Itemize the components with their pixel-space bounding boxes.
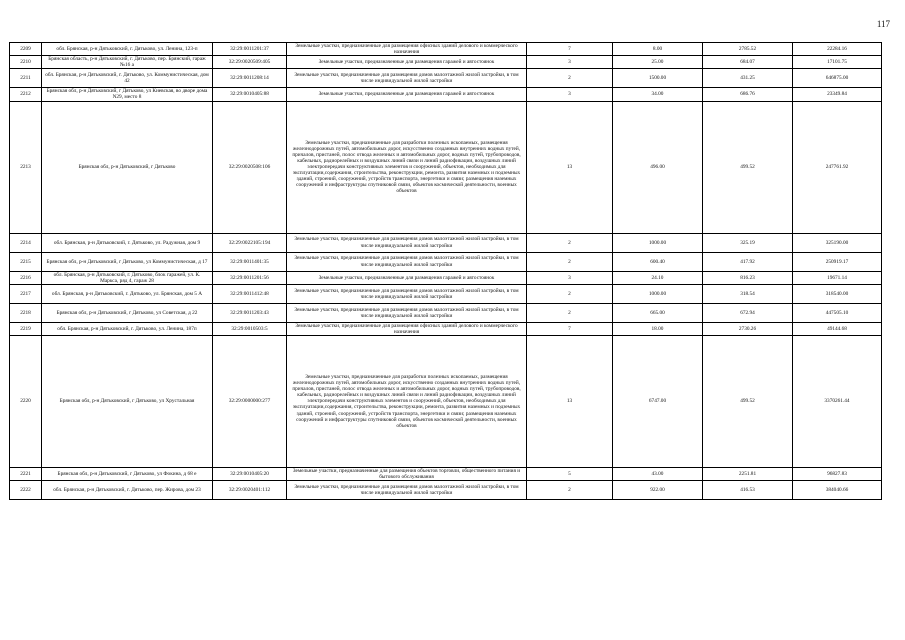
table-row: [10, 88, 882, 101]
row-number: 2219: [10, 322, 42, 335]
table-row: [10, 252, 882, 271]
land-use-cell: Земельные участки, предназначенные для размещения гаражей и автостоянок: [287, 271, 527, 284]
table-row: [10, 335, 882, 467]
land-use-cell: Земельные участки, предназначенные для размещения гаражей и автостоянок: [287, 88, 527, 101]
use-group-code-cell: 13: [527, 101, 613, 233]
cadastral-value-cell: 22284.16: [793, 43, 882, 56]
table-row: [10, 467, 882, 480]
area-cell: 24.10: [613, 271, 703, 284]
use-group-code-cell: 7: [527, 43, 613, 56]
specific-value-cell: 318.54: [703, 284, 793, 303]
row-number: 2209: [10, 43, 42, 56]
cadastral-value-cell: 384040.66: [793, 481, 882, 500]
specific-value-cell: 325.19: [703, 233, 793, 252]
cadastral-value-cell: 325190.00: [793, 233, 882, 252]
area-cell: 34.00: [613, 88, 703, 101]
area-cell: 25.00: [613, 56, 703, 69]
address-cell: Брянская обл, р-н Дятьковский, г Дятьково: [42, 101, 213, 233]
address-cell: Брянская обл, р-н Дятьковский, г Дятьково, ул Советская, д 22: [42, 303, 213, 322]
cadastral-number-cell: 32:29:0011201:56: [213, 271, 287, 284]
row-number: 2212: [10, 88, 42, 101]
cadastral-number-cell: 32:29:0020401:112: [213, 481, 287, 500]
cadastral-number-cell: 32:29:0010503:5: [213, 322, 287, 335]
land-use-cell: Земельные участки, предназначенные для размещения домов малоэтажной жилой застройки, в том числе индивидуальной жилой застройки: [287, 481, 527, 500]
table-row: [10, 101, 882, 233]
land-use-cell: Земельные участки, предназначенные для разработки полезных ископаемых, размещения железнодорожных путей, автомобильных дорог, искусственно созданных внутренних водных путей, причалов, пристаней, полос отвода железных и автомобильных дорог, водных путей, трубопроводов, кабельных, радиорелейных и воздушных линий связи и линий радиофикации, воздушных линий электропередачи конструктивных элементов и сооружений, объектов, необходимых для эксплуатации,содержания, строительства, реконструкции, ремонта, развития наземных и подземных зданий, строений, сооружений, устройств транспорта, энергетики и связи; размещения наземных сооружений и инфраструктуры спутниковой связи, объектов космической деятельности, военных объектов: [287, 335, 527, 467]
address-cell: Брянская обл, р-н Дятьковский, г Дятьково, ул Фокина, д 68 е: [42, 467, 213, 480]
cadastral-number-cell: 32:29:0011412:48: [213, 284, 287, 303]
cadastral-value-cell: 646875.00: [793, 69, 882, 88]
address-cell: Брянская обл, р-н Дятьковский, г Дятьково, ул Коммунистическая, д 17: [42, 252, 213, 271]
table-row: [10, 271, 882, 284]
table-row: [10, 303, 882, 322]
row-number: 2220: [10, 335, 42, 467]
land-use-cell: Земельные участки, предназначенные для размещения домов малоэтажной жилой застройки, в том числе индивидуальной жилой застройки: [287, 252, 527, 271]
address-cell: Брянская область, р-н Дятьковский, г. Дятьково, пер. Брянский, гараж №16 а: [42, 56, 213, 69]
area-cell: 43.00: [613, 467, 703, 480]
row-number: 2210: [10, 56, 42, 69]
row-number: 2221: [10, 467, 42, 480]
land-use-cell: Земельные участки, предназначенные для размещения объектов торговли, общественного питания и бытового обслуживания: [287, 467, 527, 480]
row-number: 2216: [10, 271, 42, 284]
page-number: 117: [876, 19, 890, 29]
land-use-cell: Земельные участки, предназначенные для размещения офисных зданий делового и коммерческого назначения: [287, 322, 527, 335]
specific-value-cell: 672.94: [703, 303, 793, 322]
area-cell: 6747.00: [613, 335, 703, 467]
use-group-code-cell: 2: [527, 233, 613, 252]
use-group-code-cell: 13: [527, 335, 613, 467]
land-use-cell: Земельные участки, предназначенные для размещения домов малоэтажной жилой застройки, в том числе индивидуальной жилой застройки: [287, 284, 527, 303]
land-use-cell: Земельные участки, предназначенные для размещения домов малоэтажной жилой застройки, в том числе индивидуальной жилой застройки: [287, 69, 527, 88]
row-number: 2215: [10, 252, 42, 271]
area-cell: 496.00: [613, 101, 703, 233]
cadastral-number-cell: 32:29:0011401:35: [213, 252, 287, 271]
land-use-cell: Земельные участки, предназначенные для разработки полезных ископаемых, размещения железнодорожных путей, автомобильных дорог, искусственно созданных внутренних водных путей, причалов, пристаней, полос отвода железных и автомобильных дорог, водных путей, трубопроводов, кабельных, радиорелейных и воздушных линий связи и линий радиофикации, воздушных линий электропередачи конструктивных элементов и сооружений, объектов, необходимых для эксплуатации,содержания, строительства, реконструкции, ремонта, развития наземных и подземных зданий, строений, сооружений, устройств транспорта, энергетики и связи; размещения наземных сооружений и инфраструктуры спутниковой связи, объектов космической деятельности, военных объектов: [287, 101, 527, 233]
cadastral-number-cell: 32:29:0010405:20: [213, 467, 287, 480]
specific-value-cell: 431.25: [703, 69, 793, 88]
table-row: [10, 56, 882, 69]
cadastral-value-cell: 3370261.44: [793, 335, 882, 467]
cadastral-number-cell: 32:29:0010405:88: [213, 88, 287, 101]
cadastral-number-cell: 32:29:0000000:277: [213, 335, 287, 467]
address-cell: обл. Брянская, р-н Дятьковский, г. Дятьково, ул. Ленина, 123-п: [42, 43, 213, 56]
specific-value-cell: 2251.81: [703, 467, 793, 480]
area-cell: 1000.00: [613, 284, 703, 303]
area-cell: 8.00: [613, 43, 703, 56]
land-use-cell: Земельные участки, предназначенные для размещения домов малоэтажной жилой застройки, в том числе индивидуальной жилой застройки: [287, 303, 527, 322]
use-group-code-cell: 5: [527, 467, 613, 480]
use-group-code-cell: 2: [527, 481, 613, 500]
specific-value-cell: 417.92: [703, 252, 793, 271]
row-number: 2218: [10, 303, 42, 322]
cadastral-value-cell: 318540.00: [793, 284, 882, 303]
row-number: 2222: [10, 481, 42, 500]
use-group-code-cell: 3: [527, 56, 613, 69]
cadastral-value-cell: 247761.92: [793, 101, 882, 233]
table-row: [10, 233, 882, 252]
specific-value-cell: 2785.52: [703, 43, 793, 56]
row-number: 2213: [10, 101, 42, 233]
specific-value-cell: 686.76: [703, 88, 793, 101]
cadastral-number-cell: 32:29:0022105:194: [213, 233, 287, 252]
cadastral-number-cell: 32:29:0011201:37: [213, 43, 287, 56]
cadastral-value-cell: 447505.10: [793, 303, 882, 322]
use-group-code-cell: 2: [527, 303, 613, 322]
cadastral-value-cell: 250919.17: [793, 252, 882, 271]
address-cell: обл. Брянская, р-н Дятьковский, г. Дятьково, ул. Коммунистическая, дом 42: [42, 69, 213, 88]
use-group-code-cell: 2: [527, 69, 613, 88]
row-number: 2214: [10, 233, 42, 252]
table-row: [10, 322, 882, 335]
cadastral-value-cell: 96827.83: [793, 467, 882, 480]
use-group-code-cell: 3: [527, 271, 613, 284]
row-number: 2211: [10, 69, 42, 88]
cadastral-number-cell: 32:29:0020509:405: [213, 56, 287, 69]
cadastral-value-cell: 23349.84: [793, 88, 882, 101]
cadastral-value-cell: 17101.75: [793, 56, 882, 69]
specific-value-cell: 499.52: [703, 101, 793, 233]
address-cell: обл. Брянская, р-н Дятьковский, г. Дятьково, блок гаражей, ул. К. Маркса, ряд 4, гараж 28: [42, 271, 213, 284]
area-cell: 600.40: [613, 252, 703, 271]
address-cell: обл. Брянская, р-н Дятьковский, г. Дятьково, ул. Брянская, дом 5 А: [42, 284, 213, 303]
land-use-cell: Земельные участки, предназначенные для размещения гаражей и автостоянок: [287, 56, 527, 69]
specific-value-cell: 499.52: [703, 335, 793, 467]
cadastral-number-cell: 32:29:0011208:14: [213, 69, 287, 88]
address-cell: Брянская обл, р-н Дятьковский, г Дятьково, ул Хрустальная: [42, 335, 213, 467]
cadastral-number-cell: 32:29:0020508:106: [213, 101, 287, 233]
use-group-code-cell: 2: [527, 252, 613, 271]
cadastral-number-cell: 32:29:0011203:43: [213, 303, 287, 322]
area-cell: 18.00: [613, 322, 703, 335]
address-cell: обл. Брянская, р-н Дятьковский, г. Дятьково, ул. Радужная, дом 9: [42, 233, 213, 252]
table-row: [10, 284, 882, 303]
specific-value-cell: 816.23: [703, 271, 793, 284]
use-group-code-cell: 7: [527, 322, 613, 335]
cadastral-value-cell: 49144.68: [793, 322, 882, 335]
area-cell: 1500.00: [613, 69, 703, 88]
table-row: [10, 43, 882, 56]
address-cell: Брянская обл, р-н Дятьковский, г Дятьково, ул Киевская, во дворе дома N29, место 8: [42, 88, 213, 101]
area-cell: 665.00: [613, 303, 703, 322]
address-cell: обл. Брянская, р-н Дятьковский, г. Дятьково, ул. Ленина, 187п: [42, 322, 213, 335]
row-number: 2217: [10, 284, 42, 303]
specific-value-cell: 2730.26: [703, 322, 793, 335]
land-use-cell: Земельные участки, предназначенные для размещения домов малоэтажной жилой застройки, в том числе индивидуальной жилой застройки: [287, 233, 527, 252]
area-cell: 922.00: [613, 481, 703, 500]
land-use-cell: Земельные участки, предназначенные для размещения офисных зданий делового и коммерческого назначения: [287, 43, 527, 56]
specific-value-cell: 684.07: [703, 56, 793, 69]
table-row: [10, 481, 882, 500]
cadastral-value-cell: 19671.14: [793, 271, 882, 284]
use-group-code-cell: 2: [527, 284, 613, 303]
land-registry-table: [9, 42, 882, 500]
table-row: [10, 69, 882, 88]
area-cell: 1000.00: [613, 233, 703, 252]
specific-value-cell: 416.53: [703, 481, 793, 500]
use-group-code-cell: 3: [527, 88, 613, 101]
address-cell: обл. Брянская, р-н Дятьковский, г. Дятьково, пер. Жирова, дом 23: [42, 481, 213, 500]
